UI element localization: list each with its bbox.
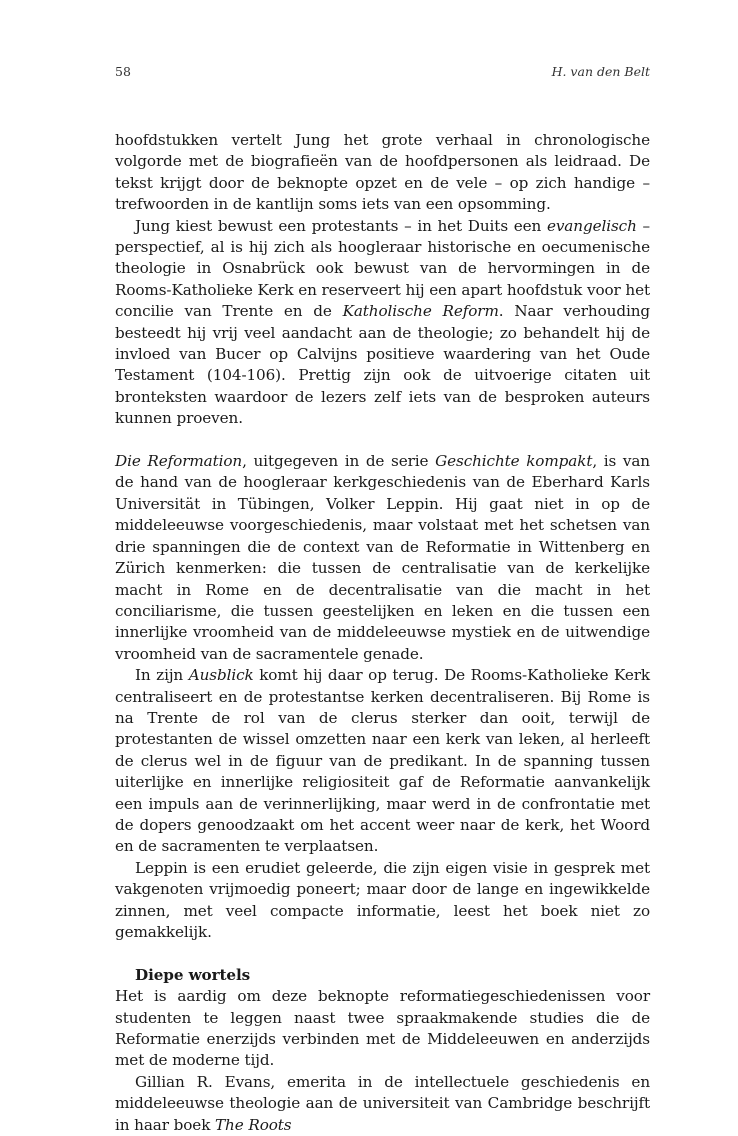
paragraph-1: hoofdstukken vertelt Jung het grote verhaal in chronologische volgorde met de biografieën van de hoofdpersonen als leidraad. De tekst krijgt door de beknopte opzet en de vele – op zich handige – trefwoorden in de kantlijn soms iets van een opsomming. <box>115 131 650 214</box>
running-header <box>115 64 650 79</box>
paragraph-6: Het is aardig om deze beknopte reformatiegeschiedenissen voor studenten te leggen naast twee spraakmakende studies die de Reformatie enerzijds verbinden met de Middeleeuwen en anderzijds met de moderne tijd. <box>115 987 650 1070</box>
running-head-author: H. van den Belt <box>551 64 650 79</box>
paragraph-2: Jung kiest bewust een protestants – in het Duits een evangelisch – perspectief, al is hij zich als hoogleraar historische en oecumenische theologie in Osnabrück ook bewust van de hervormingen in de Rooms-Katholieke Kerk en reserveert hij een apart hoofdstuk voor het concilie van Trente en de Katholische Reform. Naar verhouding besteedt hij vrij veel aandacht aan de theologie; zo behandelt hij de invloed van Bucer op Calvijns positieve waardering van het Oude Testament (104-106). Prettig zijn ook de uitvoerige citaten uit bronteksten waardoor de lezers zelf iets van de besproken auteurs kunnen proeven. <box>115 216 651 428</box>
body-text <box>115 130 650 1136</box>
section-heading: Diepe wortels <box>135 965 251 984</box>
paragraph-3: Die Reformation, uitgegeven in de serie Geschichte kompakt, is van de hand van de hoogleraar kerkgeschiedenis van de Eberhard Karls Universität in Tübingen, Volker Leppin. Hij gaat niet in op de middeleeuwse voorgeschiedenis, maar volstaat met het schetsen van drie spanningen die de context van de Reformatie in Wittenberg en Zürich kenmerken: die tussen de centralisatie van de kerkelijke macht in Rome en de decentralisatie van die macht in het conciliarisme, die tussen geestelijken en leken en die tussen een innerlijke vroomheid van de middeleeuwse mystiek en de uitwendige vroomheid van de sacramentele genade. <box>115 452 650 663</box>
page-number: 58 <box>115 64 131 79</box>
paragraph-5: Leppin is een erudiet geleerde, die zijn eigen visie in gesprek met vakgenoten vrijmoedig poneert; maar door de lange en ingewikkelde zinnen, met veel compacte informatie, leest het boek niet zo gemakkelijk. <box>115 858 650 942</box>
paragraph-7: Gillian R. Evans, emerita in de intellectuele geschiedenis en middeleeuwse theologie aan de universiteit van Cambridge beschrijft in haar boek The Roots <box>115 1072 650 1134</box>
paragraph-4: In zijn Ausblick komt hij daar op terug. De Rooms-Katholieke Kerk centraliseert en de protestantse kerken decentraliseren. Bij Rome is na Trente de rol van de clerus sterker dan ooit, terwijl de protestanten de wissel omzetten naar een kerk van leken, al herleeft de clerus wel in de figuur van de predikant. In de spanning tussen uiterlijke en innerlijke religiositeit gaf de Reformatie aanvankelijk een impuls aan de verinnerlijking, maar werd in de confrontatie met de dopers genoodzaakt om het accent weer naar de kerk, het Woord en de sacramenten te verplaatsen. <box>115 666 650 856</box>
